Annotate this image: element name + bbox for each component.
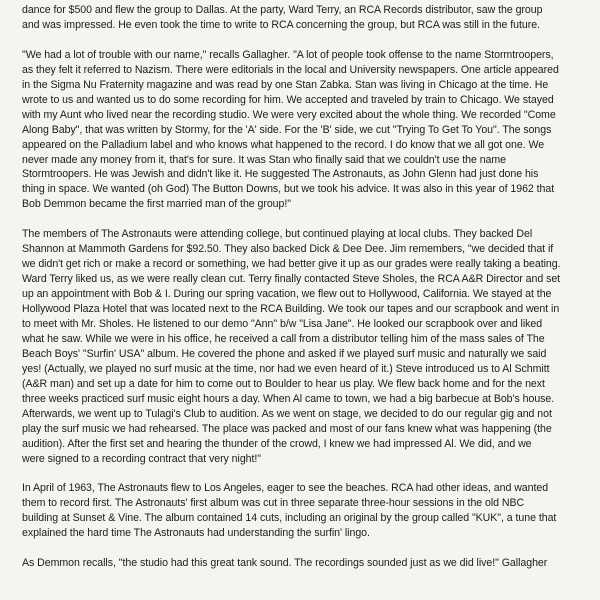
- paragraph-spacer: [22, 33, 586, 48]
- text-line: with my Aunt who lived near the recording studio. We were very excited about the whole thing. We recorded "Come: [22, 108, 556, 121]
- text-line: yes! (Actually, we played no surf music at the time, nor had we even heard of it.) Steve introduced us to Al Schmitt: [22, 362, 550, 375]
- text-line: were signed to a recording contract that very night!": [22, 452, 262, 465]
- text-line: dance for $500 and flew the group to Dallas. At the party, Ward Terry, an RCA Records distributor, saw the group: [22, 4, 543, 16]
- paragraph-college-clubs: [22, 227, 586, 466]
- text-line: building at Sunset & Vine. The album contained 14 cuts, including an original by the group called "KUK", a tune that: [22, 512, 557, 525]
- text-line: play the surf music we had rehearsed. The place was packed and most of our fans knew what was happening (the: [22, 422, 552, 435]
- paragraph-name-trouble: [22, 48, 586, 212]
- text-line: we didn't get rich or make a record or something, we had better give it up as our grades were really taking a beating.: [22, 258, 561, 271]
- text-line: (A&R man) and set up a date for him to come out to Boulder to hear us play. We flew back home and for the next: [22, 377, 545, 390]
- text-line: As Demmon recalls, "the studio had this great tank sound. The recordings sounded just as we did live!" Gallagher: [22, 557, 548, 570]
- text-line: them to record first. The Astronauts' first album was cut in three separate three-hour sessions in the old NBC: [22, 497, 525, 510]
- text-line: wrote to us and wanted us to do some recording for him. We accepted and traveled by train to Chicago. We stayed: [22, 93, 554, 106]
- text-line: as they felt it referred to Nazism. There were editorials in the local and University newspapers. One article appeared: [22, 63, 559, 76]
- text-line: up an appointment with Bob & I. During our spring vacation, we flew out to Hollywood, California. We stayed at the: [22, 288, 552, 301]
- text-line: explained the hard time The Astronauts had understanding the surfin' lingo.: [22, 527, 370, 540]
- text-line: Ward Terry liked us, as we were really clean cut. Terry finally contacted Steve Sholes, the RCA A&R Director and set: [22, 273, 561, 286]
- text-line: "We had a lot of trouble with our name," recalls Gallagher. "A lot of people took offense to the name Stormtroopers,: [22, 48, 554, 61]
- paragraph-spacer: [22, 212, 586, 227]
- text-line: Shannon at Mammoth Gardens for $92.50. They also backed Dick & Dee Dee. Jim remembers, "we decided that if: [22, 243, 554, 256]
- text-line: in the Sigma Nu Fraternity magazine and was read by one Stan Zabka. Stan was living in Chicago at the time. He: [22, 78, 549, 91]
- text-line: Hollywood Plaza Hotel that was located next to the RCA Building. We took our tapes and our scrapbook and went in: [22, 303, 560, 316]
- text-line: The members of The Astronauts were attending college, but continued playing at local clubs. They backed Del: [22, 228, 533, 241]
- paragraph-spacer: [22, 541, 586, 556]
- text-line: and was impressed. He even took the time to write to RCA concerning the group, but RCA was still in the future.: [22, 18, 540, 31]
- text-line: audition). After the first set and hearing the thunder of the crowd, I knew we had impressed Al. We did, and we: [22, 437, 532, 450]
- paragraph-los-angeles: [22, 481, 586, 541]
- text-line: to meet with Mr. Sholes. He listened to our demo "Ann" b/w "Lisa Jane". He looked our scrapbook over and liked: [22, 317, 543, 330]
- text-line: Beach Boys' "Surfin' USA" album. He covered the phone and asked if we played surf music and naturally we said: [22, 347, 547, 360]
- paragraph-spacer: [22, 467, 586, 482]
- text-line: In April of 1963, The Astronauts flew to Los Angeles, eager to see the beaches. RCA had other ideas, and wanted: [22, 482, 549, 495]
- text-line: appeared on the Palladium label and who knows what happened to the record. I do know that we all got one. We: [22, 138, 545, 151]
- text-line: Stormtroopers. He was Jewish and didn't like it. He suggested The Astronauts, as John Glenn had just done his: [22, 168, 539, 181]
- text-line: Along Baby", that was written by Stormy, for the 'A' side. For the 'B' side, we cut "Trying To Get To You". The songs: [22, 123, 552, 136]
- text-line: thing in space. We wanted (oh God) The Button Downs, but we took his advice. It was also in this year of 1962 that: [22, 183, 555, 196]
- text-line: Bob Demmon became the first married man of the group!": [22, 198, 291, 211]
- text-line: three weeks practiced surf music eight hours a day. When Al came to town, we had a big barbecue at Bob's house.: [22, 392, 555, 405]
- text-line: Afterwards, we went up to Tulagi's Club to audition. As we went on stage, we decided to do our regular gig and not: [22, 407, 552, 420]
- text-line: what he saw. While we were in his office, he received a call from a distributor telling him of the mass sales of The: [22, 332, 545, 345]
- paragraph-demmon-recalls: [22, 556, 586, 571]
- text-line: never made any money from it, that's for sure. It was Stan who finally said that we couldn't use the name: [22, 153, 506, 166]
- paragraph-dallas: [22, 3, 586, 33]
